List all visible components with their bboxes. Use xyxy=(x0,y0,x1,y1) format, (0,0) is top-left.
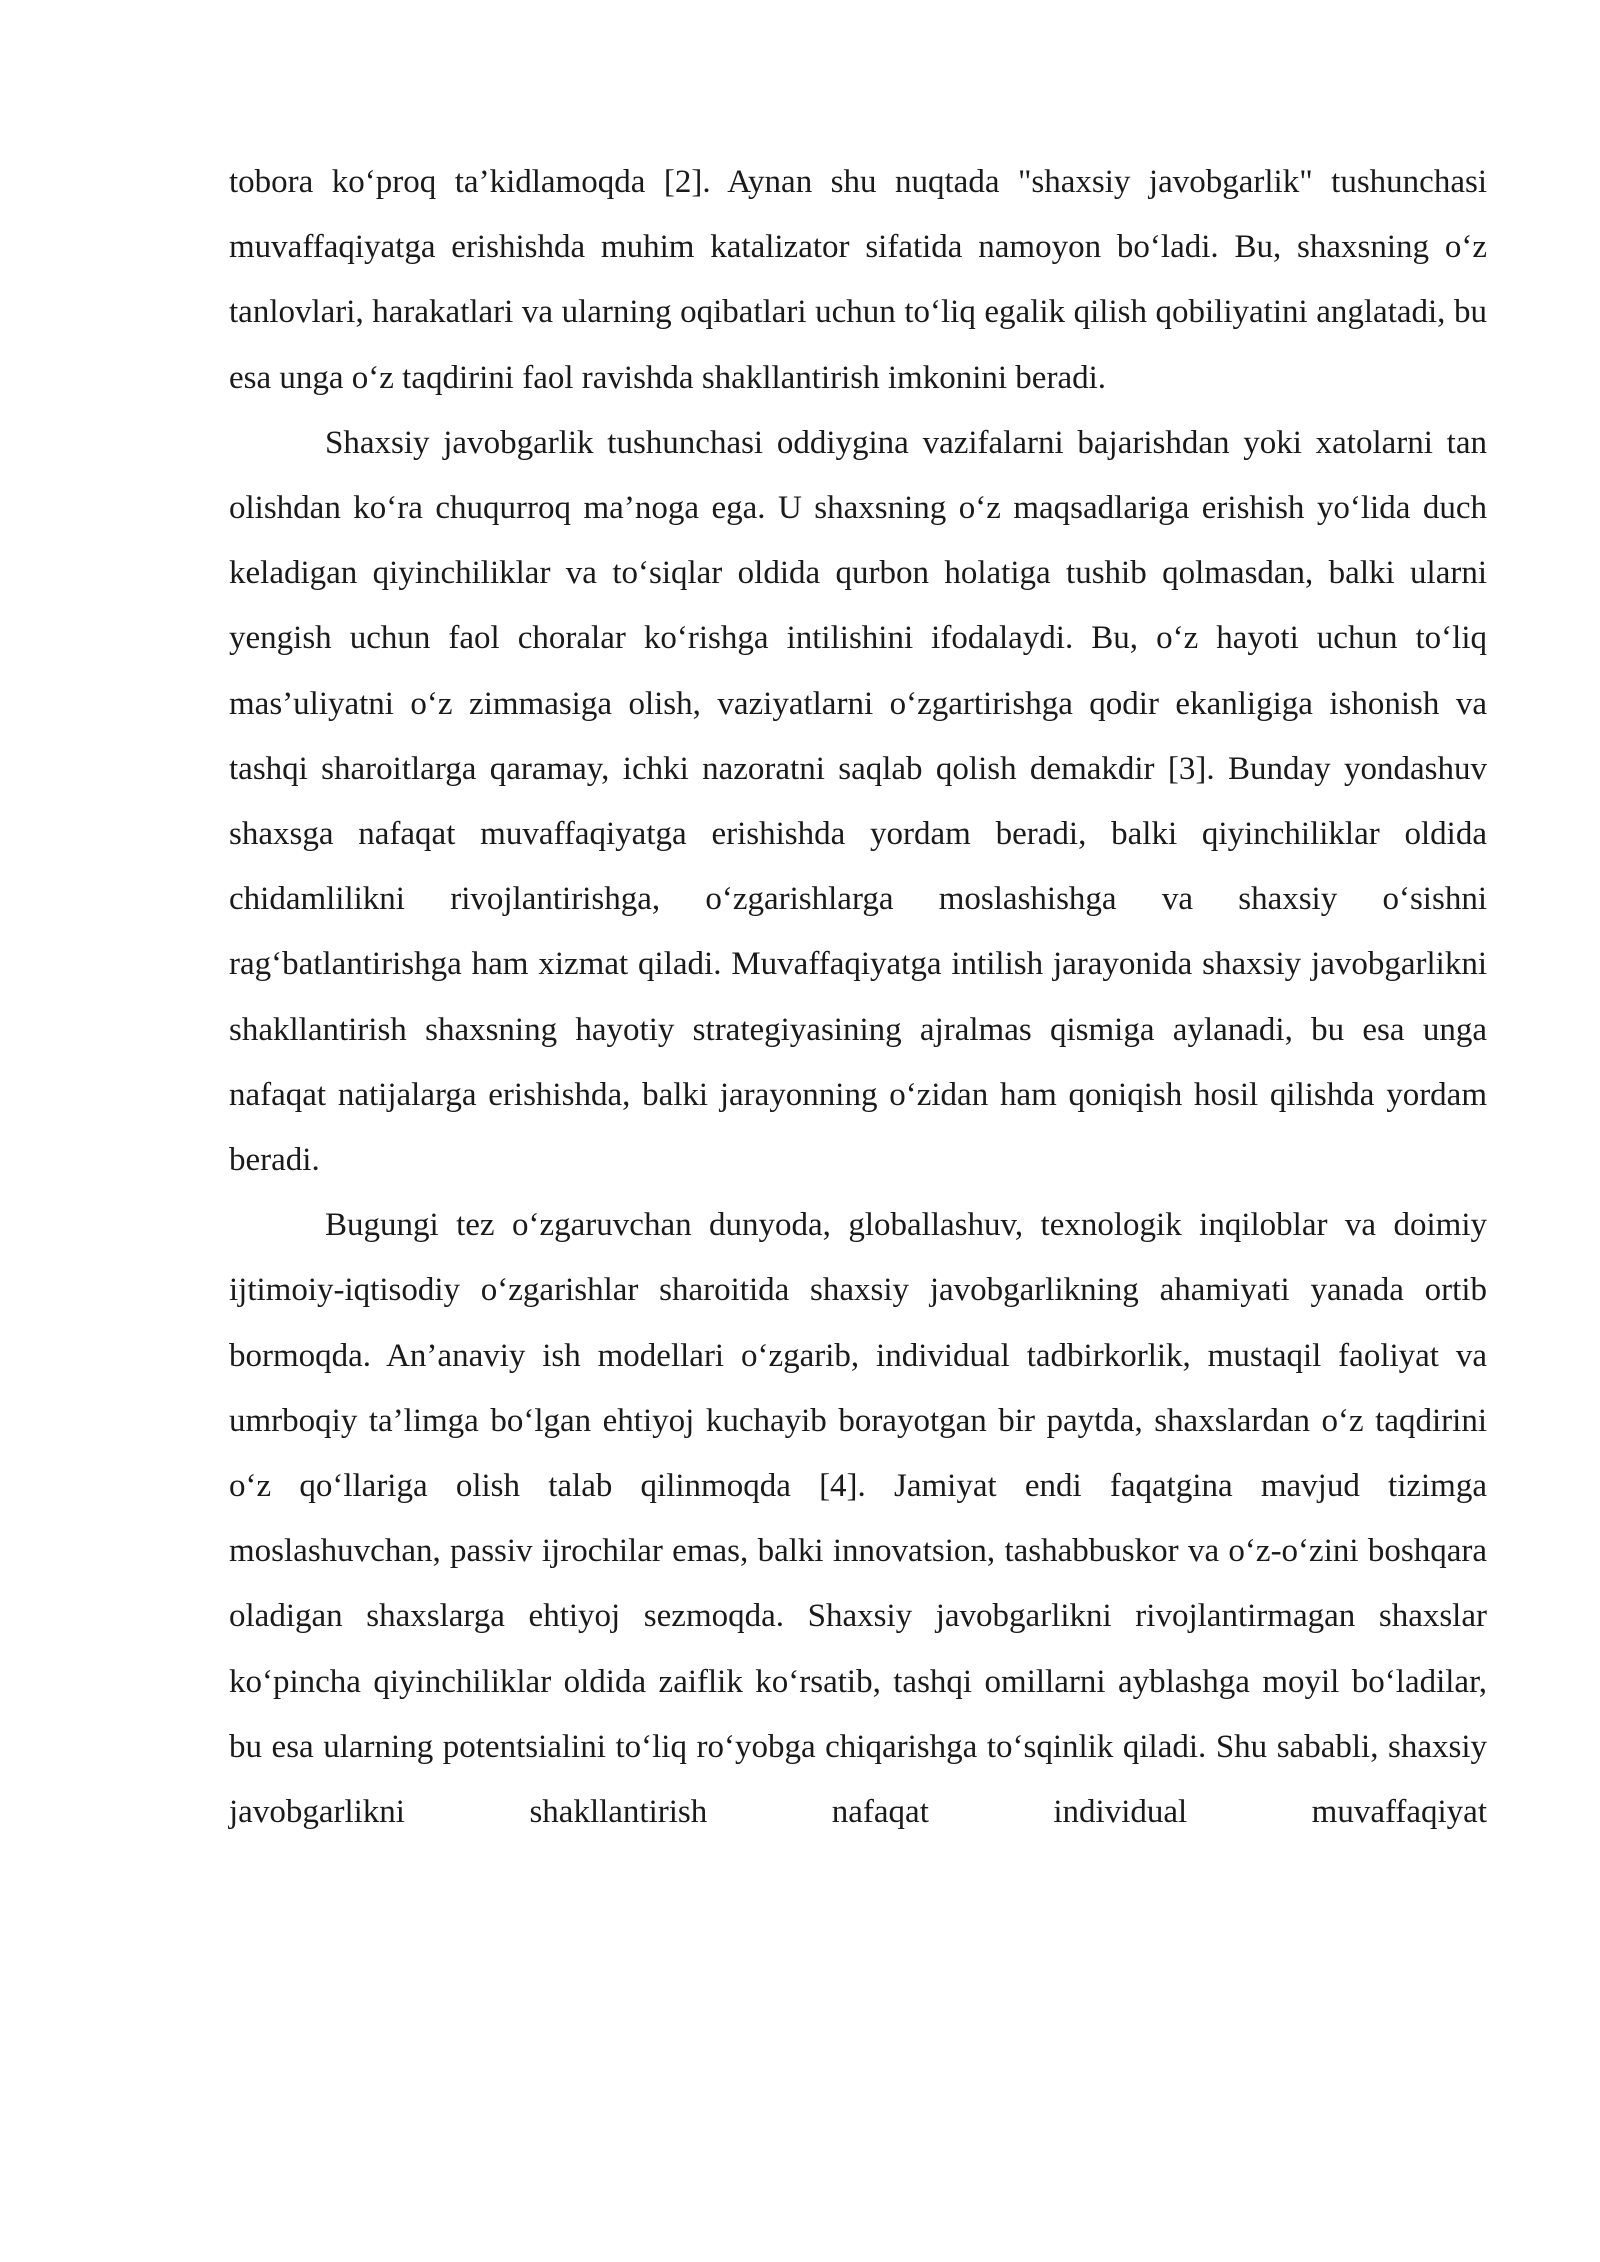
body-text xyxy=(229,150,1487,1845)
paragraph: Shaxsiy javobgarlik tushunchasi oddiygina vazifalarni bajarishdan yoki xatolarni tan olishdan ko‘ra chuqurroq ma’noga ega. U shaxsning o‘z maqsadlariga erishish yo‘lida duch keladigan qiyinchiliklar va to‘siqlar oldida qurbon holatiga tushib qolmasdan, balki ularni yengish uchun faol choralar ko‘rishga intilishini ifodalaydi. Bu, o‘z hayoti uchun to‘liq mas’uliyatni o‘z zimmasiga olish, vaziyatlarni o‘zgartirishga qodir ekanligiga ishonish va tashqi sharoitlarga qaramay, ichki nazoratni saqlab qolish demakdir [3]. Bunday yondashuv shaxsga nafaqat muvaffaqiyatga erishishda yordam beradi, balki qiyinchiliklar oldida chidamlilikni rivojlantirishga, o‘zgarishlarga moslashishga va shaxsiy o‘sishni rag‘batlantirishga ham xizmat qiladi. Muvaffaqiyatga intilish jarayonida shaxsiy javobgarlikni shakllantirish shaxsning hayotiy strategiyasining ajralmas qismiga aylanadi, bu esa unga nafaqat natijalarga erishishda, balki jarayonning o‘zidan ham qoniqish hosil qilishda yordam beradi. xyxy=(229,424,1487,1179)
paragraph: Bugungi tez o‘zgaruvchan dunyoda, globallashuv, texnologik inqiloblar va doimiy ijtimoiy-iqtisodiy o‘zgarishlar sharoitida shaxsiy javobgarlikning ahamiyati yanada ortib bormoqda. An’anaviy ish modellari o‘zgarib, individual tadbirkorlik, mustaqil faoliyat va umrboqiy ta’limga bo‘lgan ehtiyoj kuchayib borayotgan bir paytda, shaxslardan o‘z taqdirini o‘z qo‘llariga olish talab qilinmoqda [4]. Jamiyat endi faqatgina mavjud tizimga moslashuvchan, passiv ijrochilar emas, balki innovatsion, tashabbuskor va o‘z-o‘zini boshqara oladigan shaxslarga ehtiyoj sezmoqda. Shaxsiy javobgarlikni rivojlantirmagan shaxslar ko‘pincha qiyinchiliklar oldida zaiflik ko‘rsatib, tashqi omillarni ayblashga moyil bo‘ladilar, bu esa ularning potentsialini to‘liq ro‘yobga chiqarishga to‘sqinlik qiladi. Shu sababli, shaxsiy javobgarlikni shakllantirish nafaqat individual muvaffaqiyat xyxy=(229,1207,1487,1831)
paragraph-continued: tobora ko‘proq ta’kidlamoqda [2]. Aynan shu nuqtada "shaxsiy javobgarlik" tushunchasi muvaffaqiyatga erishishda muhim katalizator sifatida namoyon bo‘ladi. Bu, shaxsning o‘z tanlovlari, harakatlari va ularning oqibatlari uchun to‘liq egalik qilish qobiliyatini anglatadi, bu esa unga o‘z taqdirini faol ravishda shakllantirish imkonini beradi. xyxy=(229,164,1487,396)
